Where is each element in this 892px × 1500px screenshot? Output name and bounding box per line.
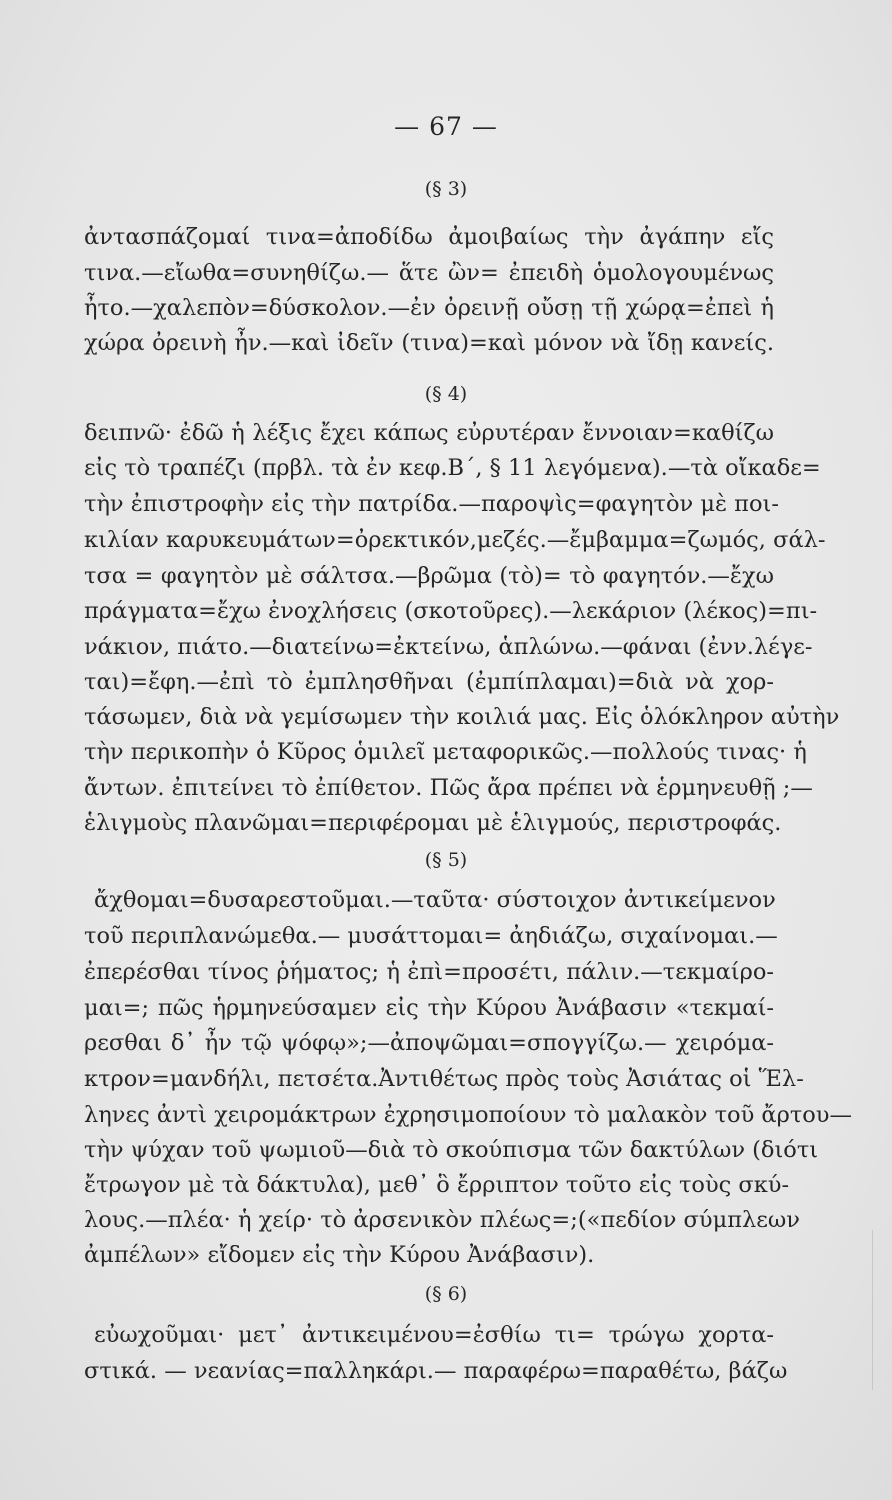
text-line: κτρον=μανδήλι, πετσέτα.Ἀντιθέτως πρὸς τοὺς Ἀσιάτας οἱ Ἕλ- [84,1066,804,1092]
text-line: τάσωμεν, διὰ νὰ γεμίσωμεν τὴν κοιλιά μας. Εἰς ὁλόκληρον αὐτὴν [84,704,840,730]
text-line: πράγματα=ἔχω ἐνοχλήσεις (σκοτοῦρες).—λεκάριον (λέκος)=πι- [84,598,818,624]
text-line: λους.—πλέα· ἡ χείρ· τὸ ἀρσενικὸν πλέως=;(«πεδίον σύμπλεων [84,1207,800,1233]
text-line: ἄντων. ἐπιτείνει τὸ ἐπίθετον. Πῶς ἄρα πρέπει νὰ ἑρμηνευθῇ ;— [84,775,813,801]
page-number: — 67 — [394,112,498,141]
text-line: ληνες ἀντὶ χειρομάκτρων ἐχρησιμοποίουν τὸ μαλακὸν τοῦ ἄρτου— [84,1102,852,1128]
text-line: εἰς τὸ τραπέζι (πρβλ. τὰ ἐν κεφ.Β΄, § 11 λεγόμενα).—τὰ οἴκαδε= [84,455,821,481]
text-line: τινα.—εἴωθα=συνηθίζω.— ἅτε ὢν= ἐπειδὴ ὁμολογουμένως [84,260,774,286]
section-heading-3: (§ 3) [424,178,468,200]
page-edge-shadow [872,1230,883,1390]
text-line: μαι=; πῶς ἡρμηνεύσαμεν εἰς τὴν Κύρου Ἀνάβασιν «τεκμαί- [84,995,774,1021]
text-line: ται)=ἔφη.—ἐπὶ τὸ ἐμπλησθῆναι (ἐμπίπλαμαι)=διὰ νὰ χορ- [84,669,774,695]
text-line: τὴν ψύχαν τοῦ ψωμιοῦ—διὰ τὸ σκούπισμα τῶν δακτύλων (διότι [84,1137,819,1163]
text-line: τὴν περικοπὴν ὁ Κῦρος ὁμιλεῖ μεταφορικῶς.—πολλούς τινας· ἡ [84,739,807,765]
text-line: ἑλιγμοὺς πλανῶμαι=περιφέρομαι μὲ ἑλιγμούς, περιστροφάς. [84,810,782,836]
section-heading-4: (§ 4) [424,383,468,405]
text-line: χώρα ὀρεινὴ ἦν.—καὶ ἰδεῖν (τινα)=καὶ μόνον νὰ ἴδῃ κανείς. [84,330,774,356]
text-line: ἀμπέλων» εἴδομεν εἰς τὴν Κύρου Ἀνάβασιν). [84,1242,595,1268]
text-line: ἄχθομαι=δυσαρεστοῦμαι.—ταῦτα· σύστοιχον ἀντικείμενον [94,887,776,913]
text-line: τσα = φαγητὸν μὲ σάλτσα.—βρῶμα (τὸ)= τὸ φαγητόν.—ἔχω [84,563,774,589]
text-line: κιλίαν καρυκευμάτων=ὀρεκτικόν,μεζές.—ἔμβαμμα=ζωμός, σάλ- [84,527,826,553]
text-line: ἀντασπάζομαί τινα=ἀποδίδω ἀμοιβαίως τὴν ἀγάπην εἴς [84,224,774,250]
text-line: δειπνῶ· ἐδῶ ἡ λέξις ἔχει κάπως εὐρυτέραν ἔννοιαν=καθίζω [84,420,774,446]
section-heading-6: (§ 6) [424,1283,468,1305]
text-line: εὐωχοῦμαι· μετ᾽ ἀντικειμένου=ἐσθίω τι= τρώγω χορτα- [94,1322,774,1348]
text-line: ἐπερέσθαι τίνος ῥήματος; ἡ ἐπὶ=προσέτι, πάλιν.—τεκμαίρο- [84,959,774,985]
text-line: ἔτρωγον μὲ τὰ δάκτυλα), μεθ᾽ ὃ ἔρριπτον τοῦτο εἰς τοὺς σκύ- [84,1172,790,1198]
text-line: νάκιον, πιάτο.—διατείνω=ἐκτείνω, ἁπλώνω.—φάναι (ἐνν.λέγε- [84,634,813,660]
text-line: στικά. — νεανίας=παλληκάρι.— παραφέρω=παραθέτω, βάζω [84,1358,788,1384]
section-heading-5: (§ 5) [424,849,468,871]
text-line: ρεσθαι δ᾽ ἦν τῷ ψόφῳ»;—ἀποψῶμαι=σπογγίζω.— χειρόμα- [84,1030,774,1056]
text-line: ἦτο.—χαλεπὸν=δύσκολον.—ἐν ὀρεινῇ οὔσῃ τῇ χώρᾳ=ἐπεὶ ἡ [84,295,774,321]
text-line: τοῦ περιπλανώμεθα.— μυσάττομαι= ἀηδιάζω, σιχαίνομαι.— [84,923,778,949]
text-line: τὴν ἐπιστροφὴν εἰς τὴν πατρίδα.—παροψὶς=φαγητὸν μὲ ποι- [84,491,779,517]
